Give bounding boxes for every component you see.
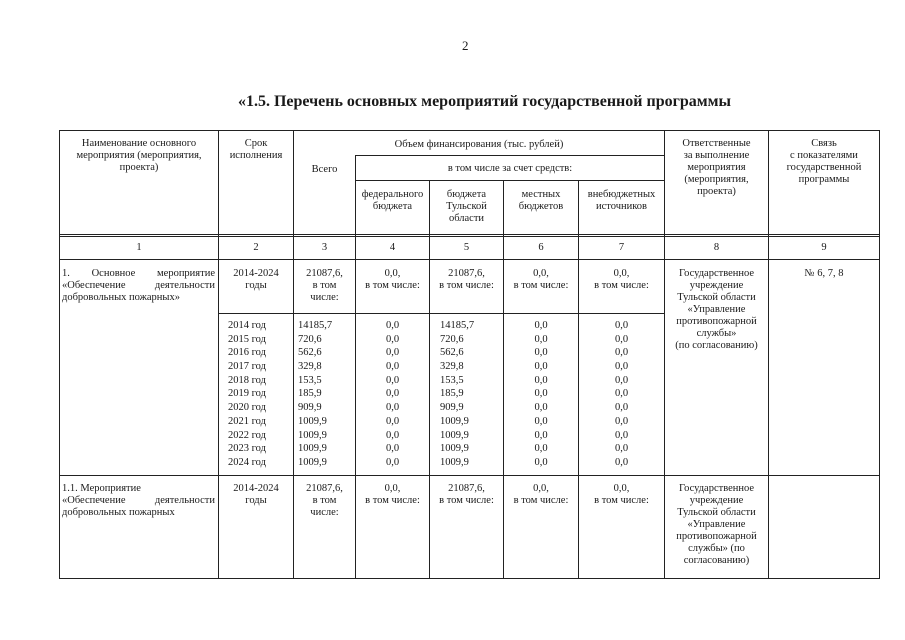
row2-extra: 0,0, в том числе: — [594, 483, 649, 506]
col-number: 7 — [618, 242, 625, 253]
year-total-value: 153,5 — [298, 374, 322, 386]
row1-yearly-totals — [298, 319, 340, 470]
year-label: 2018 год — [228, 374, 266, 386]
year-local-value: 0,0 — [534, 347, 548, 359]
row2-total: 21087,6, в том числе: — [306, 483, 343, 518]
header-period: Срок исполнения — [229, 138, 283, 161]
year-tula-value: 1009,9 — [440, 443, 469, 455]
header-local: местных бюджетов — [518, 189, 564, 212]
year-total-value: 562,6 — [298, 347, 322, 359]
row1-federal: 0,0, в том числе: — [365, 268, 420, 291]
year-tula-value: 909,9 — [440, 402, 464, 414]
year-federal-value: 0,0 — [385, 320, 400, 331]
year-extra-value: 0,0 — [614, 388, 629, 400]
year-local-value: 0,0 — [534, 456, 548, 468]
year-tula-value: 1009,9 — [440, 456, 469, 468]
year-extra-value: 0,0 — [614, 361, 629, 373]
col-line — [768, 130, 769, 579]
year-local-value: 0,0 — [534, 443, 548, 455]
year-local-value: 0,0 — [534, 388, 548, 400]
year-tula-value: 14185,7 — [440, 320, 475, 331]
year-total-value: 1009,9 — [298, 415, 327, 427]
year-extra-value: 0,0 — [614, 415, 629, 427]
year-extra-value: 0,0 — [614, 429, 629, 441]
year-tula-value: 329,8 — [440, 361, 464, 373]
col-number: 1 — [136, 242, 142, 253]
year-federal-value: 0,0 — [385, 456, 400, 468]
row2-responsible: Государственное учреждение Тульской области «Управление противопожарной службы» (по согласованию) — [676, 483, 757, 566]
header-divider — [355, 180, 664, 181]
year-local-value: 0,0 — [534, 320, 548, 331]
row2-name: 1.1. Мероприятие «Обеспечение деятельности добровольных пожарных — [62, 483, 215, 518]
year-label: 2024 год — [228, 456, 266, 468]
row2-local: 0,0, в том числе: — [513, 483, 569, 506]
year-total-value: 329,8 — [298, 361, 322, 373]
year-extra-value: 0,0 — [614, 402, 629, 414]
page-title: «1.5. Перечень основных мероприятий государственной программы — [237, 93, 732, 110]
header-link: Связь с показателями государственной программы — [786, 138, 862, 185]
header-funding: Объем финансирования (тыс. рублей) — [394, 139, 564, 150]
header-extra: внебюджетных источников — [587, 189, 656, 212]
year-label: 2017 год — [228, 361, 266, 373]
year-label: 2014 год — [228, 320, 266, 331]
year-federal-value: 0,0 — [385, 388, 400, 400]
year-total-value: 1009,9 — [298, 456, 327, 468]
row1-period: 2014-2024 годы — [233, 268, 279, 291]
year-total-value: 14185,7 — [298, 320, 333, 331]
year-extra-value: 0,0 — [614, 320, 629, 331]
header-divider — [355, 155, 664, 156]
year-federal-value: 0,0 — [385, 415, 400, 427]
row1-local: 0,0, в том числе: — [513, 268, 569, 291]
year-extra-value: 0,0 — [614, 374, 629, 386]
year-federal-value: 0,0 — [385, 402, 400, 414]
year-local-value: 0,0 — [534, 429, 548, 441]
row1-responsible: Государственное учреждение Тульской области «Управление противопожарной службы» (по согласованию) — [675, 268, 758, 351]
row1-yearly-extra — [579, 319, 664, 470]
year-extra-value: 0,0 — [614, 443, 629, 455]
year-federal-value: 0,0 — [385, 374, 400, 386]
col-line — [429, 180, 430, 579]
year-local-value: 0,0 — [534, 415, 548, 427]
header-including: в том числе за счет средств: — [447, 163, 573, 174]
year-tula-value: 185,9 — [440, 388, 464, 400]
year-federal-value: 0,0 — [385, 429, 400, 441]
header-federal: федерального бюджета — [361, 189, 424, 212]
year-label: 2015 год — [228, 333, 266, 345]
year-extra-value: 0,0 — [614, 347, 629, 359]
header-bottom — [59, 234, 879, 235]
year-total-value: 909,9 — [298, 402, 322, 414]
year-label: 2016 год — [228, 347, 266, 359]
row1-yearly-tula — [440, 319, 500, 470]
year-total-value: 1009,9 — [298, 443, 327, 455]
header-total: Всего — [311, 164, 338, 175]
row1-total: 21087,6, в том числе: — [306, 268, 343, 303]
year-tula-value: 153,5 — [440, 374, 464, 386]
year-label: 2022 год — [228, 429, 266, 441]
row1-name: 1. Основное мероприятие «Обеспечение деятельности добровольных пожарных» — [62, 268, 215, 303]
year-tula-value: 562,6 — [440, 347, 464, 359]
col-number: 9 — [821, 242, 827, 253]
year-total-value: 185,9 — [298, 388, 322, 400]
year-local-value: 0,0 — [534, 361, 548, 373]
header-bottom — [59, 236, 879, 237]
col-line — [218, 130, 219, 579]
col-number: 4 — [389, 242, 396, 253]
page-number: 2 — [462, 38, 469, 53]
row1-tula: 21087,6, в том числе: — [439, 268, 494, 291]
year-local-value: 0,0 — [534, 333, 548, 345]
row-divider — [59, 475, 879, 476]
year-total-value: 720,6 — [298, 333, 322, 345]
year-local-value: 0,0 — [534, 374, 548, 386]
col-number: 5 — [463, 242, 470, 253]
row1-yearly-local — [504, 319, 578, 470]
year-federal-value: 0,0 — [385, 443, 400, 455]
header-tula: бюджета Тульской области — [446, 189, 487, 224]
year-extra-value: 0,0 — [614, 456, 629, 468]
col-line — [879, 130, 880, 579]
year-federal-value: 0,0 — [385, 333, 400, 345]
col-number: 3 — [321, 242, 328, 253]
numbers-bottom — [59, 259, 879, 260]
table-border-top — [59, 130, 879, 131]
year-label: 2020 год — [228, 402, 266, 414]
year-label: 2023 год — [228, 443, 266, 455]
row2-period: 2014-2024 годы — [233, 483, 279, 506]
col-number: 8 — [713, 242, 720, 253]
col-number: 6 — [538, 242, 544, 253]
table-border-bottom — [59, 578, 879, 579]
year-tula-value: 1009,9 — [440, 429, 469, 441]
row2-tula: 21087,6, в том числе: — [439, 483, 494, 506]
row1-extra: 0,0, в том числе: — [594, 268, 649, 291]
year-tula-value: 1009,9 — [440, 415, 469, 427]
header-name: Наименование основного мероприятия (мероприятия, проекта) — [76, 138, 202, 173]
year-federal-value: 0,0 — [385, 347, 400, 359]
col-line — [59, 130, 60, 579]
year-tula-value: 720,6 — [440, 333, 464, 345]
year-total-value: 1009,9 — [298, 429, 327, 441]
year-federal-value: 0,0 — [385, 361, 400, 373]
row2-federal: 0,0, в том числе: — [365, 483, 420, 506]
col-number: 2 — [253, 242, 259, 253]
year-extra-value: 0,0 — [614, 333, 629, 345]
row-divider — [218, 313, 664, 314]
year-label: 2019 год — [228, 388, 266, 400]
row1-link: № 6, 7, 8 — [804, 268, 844, 279]
row1-yearly-federal — [356, 319, 429, 470]
year-label: 2021 год — [228, 415, 266, 427]
year-local-value: 0,0 — [534, 402, 548, 414]
row1-years — [228, 319, 288, 470]
header-responsible: Ответственные за выполнение мероприятия (мероприятия, проекта) — [682, 138, 751, 197]
